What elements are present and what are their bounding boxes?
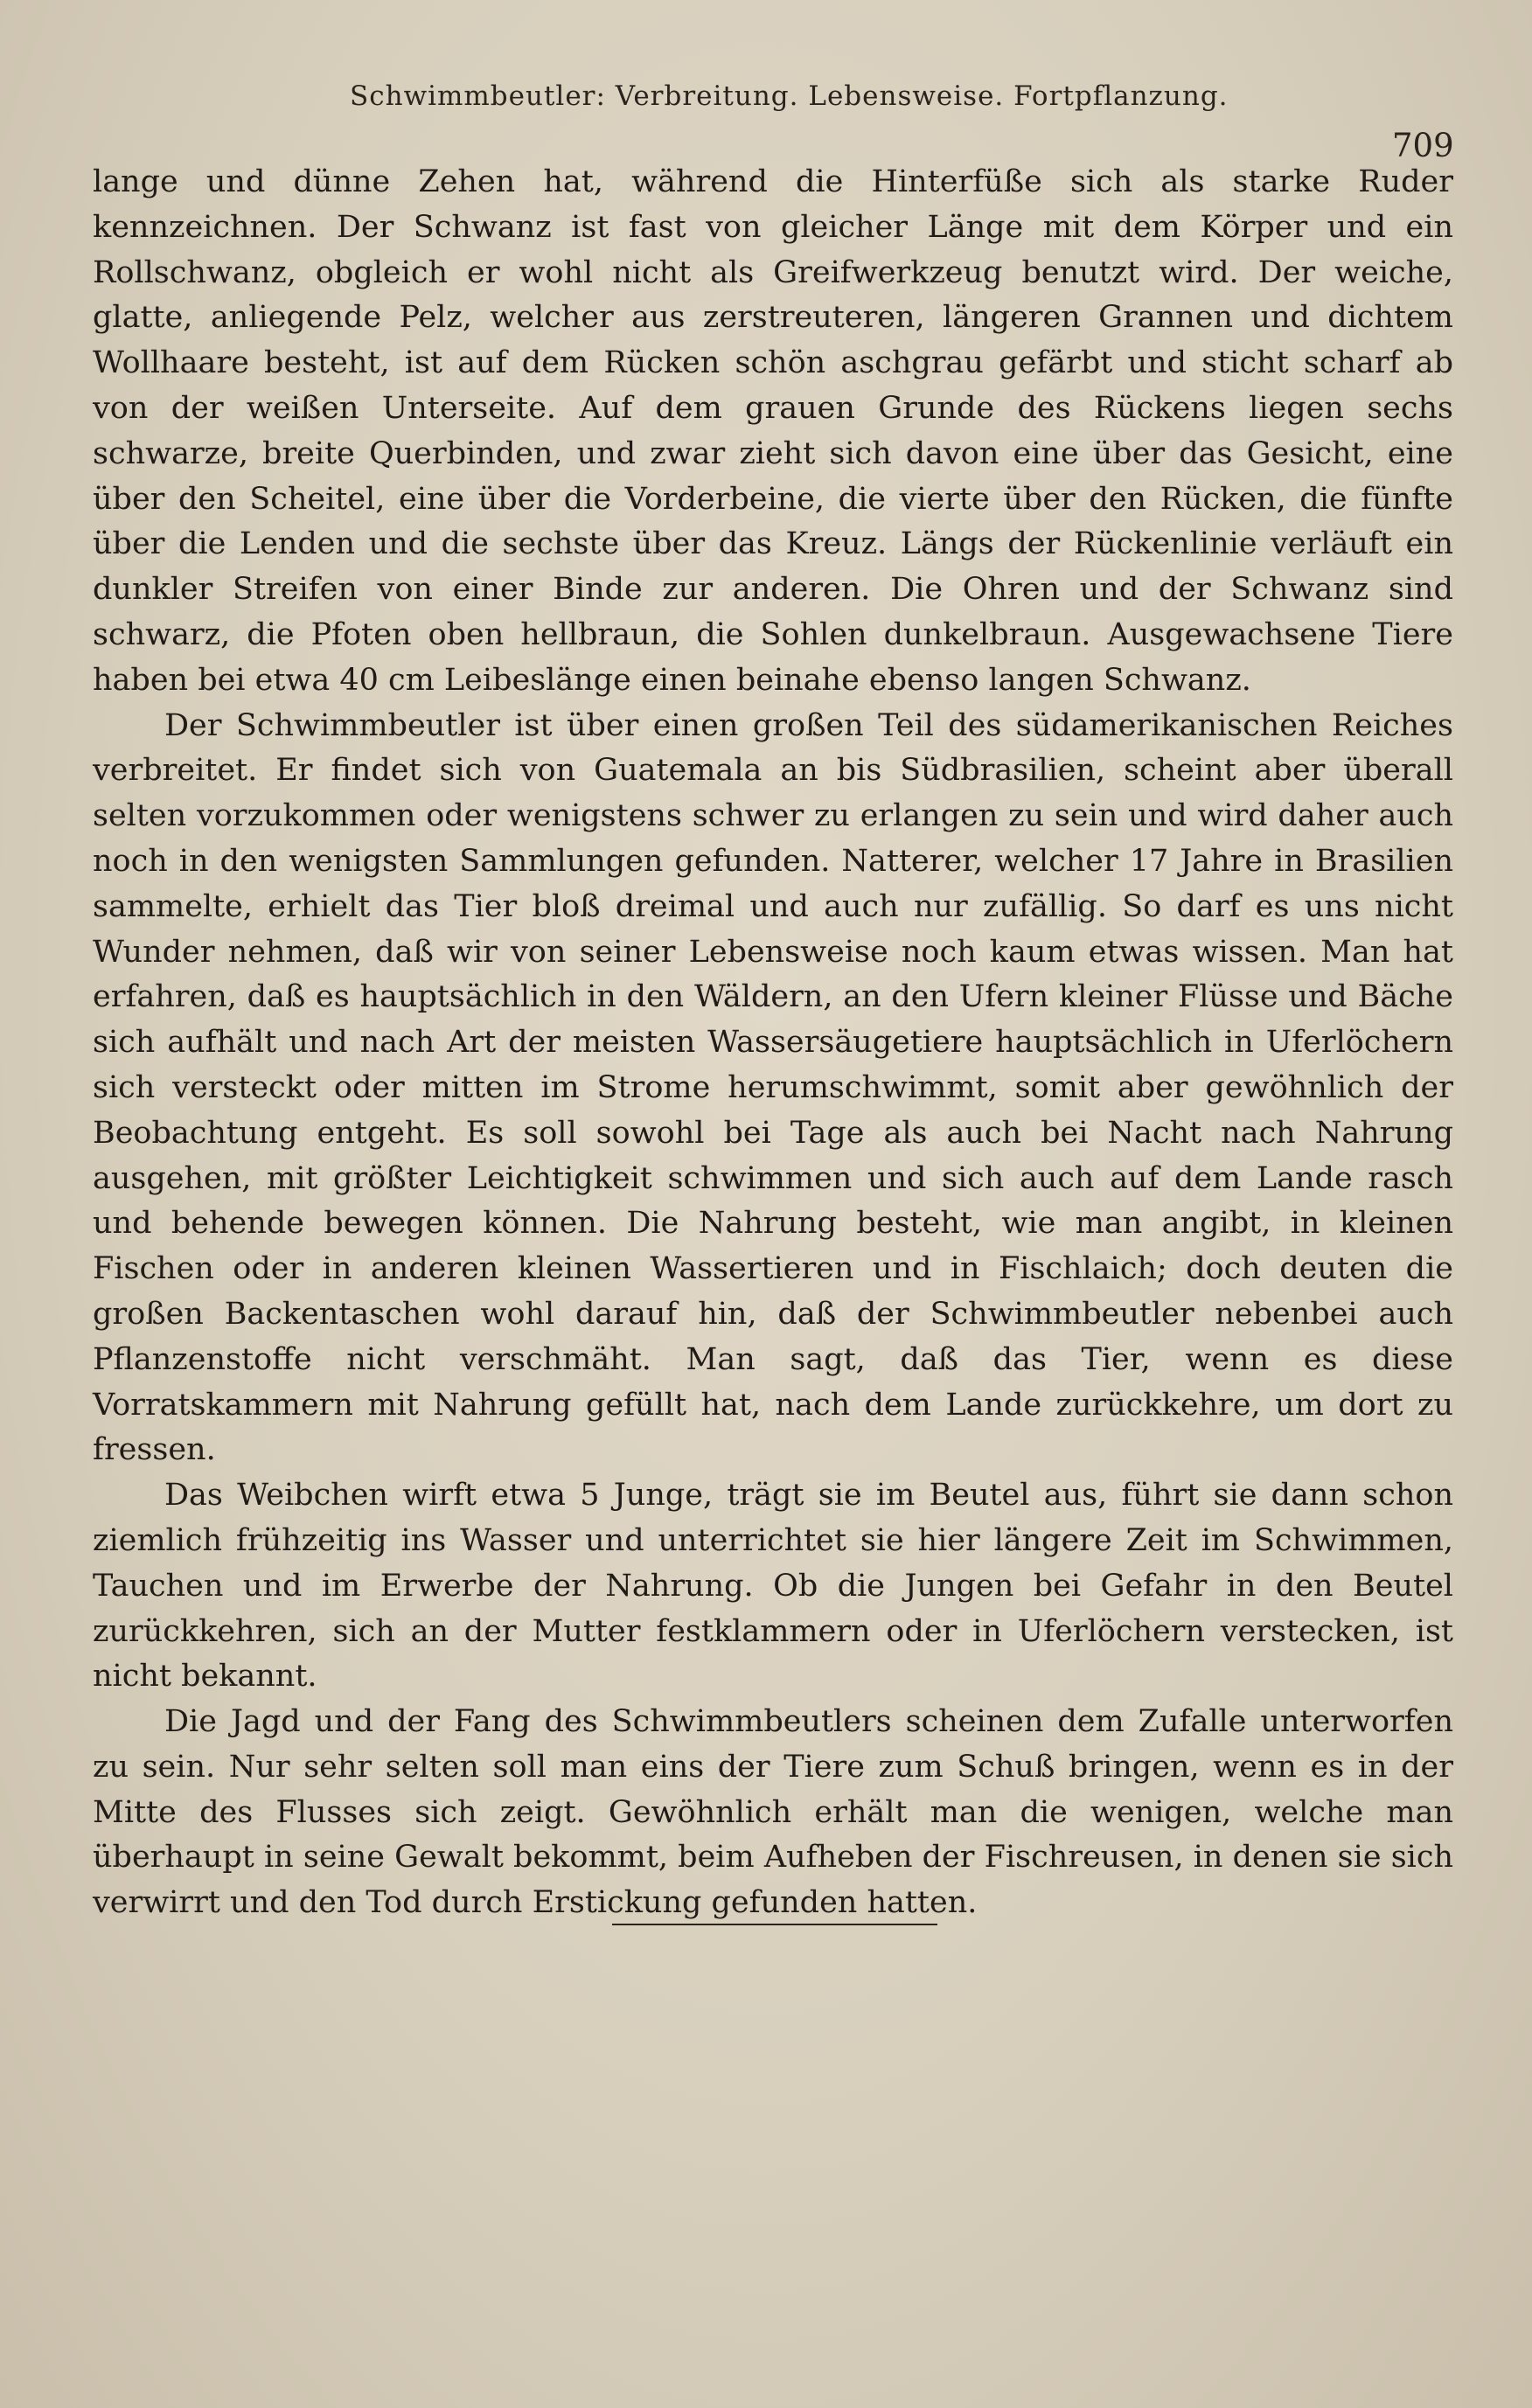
body-text xyxy=(93,160,1453,1926)
running-header: Schwimmbeutler: Verbreitung. Lebensweise. Fortpflanzung. xyxy=(350,80,1229,112)
paragraph-4: Die Jagd und der Fang des Schwimmbeutlers scheinen dem Zufalle unterworfen zu sein. Nur sehr selten soll man eins der Tiere zum Schuß bringen, wenn es in der Mitte des Flusses sich zeigt. Gewöhnlich erhält man die wenigen, welche man überhaupt in seine Gewalt bekommt, beim Aufheben der Fischreusen, in denen sie sich verwirrt und den Tod durch Erstickung gefunden hatten. xyxy=(93,1704,1453,1921)
paragraph-1: lange und dünne Zehen hat, während die Hinterfüße sich als starke Ruder kennzeichnen. Der Schwanz ist fast von gleicher Länge mit dem Körper und ein Rollschwanz, obgleich er wohl nicht als Greifwerkzeug benutzt wird. Der weiche, glatte, anliegende Pelz, welcher aus zerstreuteren, längeren Grannen und dichtem Wollhaare besteht, ist auf dem Rücken schön aschgrau gefärbt und sticht scharf ab von der weißen Unterseite. Auf dem grauen Grunde des Rückens liegen sechs schwarze, breite Querbinden, und zwar zieht sich davon eine über das Gesicht, eine über den Scheitel, eine über die Vorderbeine, die vierte über den Rücken, die fünfte über die Lenden und die sechste über das Kreuz. Längs der Rückenlinie verläuft ein dunkler Streifen von einer Binde zur anderen. Die Ohren und der Schwanz sind schwarz, die Pfoten oben hellbraun, die Sohlen dunkelbraun. Ausgewachsene Tiere haben bei etwa 40 cm Leibeslänge einen beinahe ebenso langen Schwanz. xyxy=(93,164,1453,698)
section-divider xyxy=(612,1924,937,1925)
paragraph-2: Der Schwimmbeutler ist über einen großen Teil des südamerikanischen Reiches verbreitet. Er findet sich von Guatemala an bis Südbrasilien, scheint aber überall selten vorzukommen oder wenigstens schwer zu erlangen zu sein und wird daher auch noch in den wenigsten Sammlungen gefunden. Natterer, welcher 17 Jahre in Brasilien sammelte, erhielt das Tier bloß dreimal und auch nur zufällig. So darf es uns nicht Wunder nehmen, daß wir von seiner Lebensweise noch kaum etwas wissen. Man hat erfahren, daß es hauptsächlich in den Wäldern, an den Ufern kleiner Flüsse und Bäche sich aufhält und nach Art der meisten Wassersäugetiere hauptsächlich in Uferlöchern sich versteckt oder mitten im Strome herumschwimmt, somit aber gewöhnlich der Beobachtung entgeht. Es soll sowohl bei Tage als auch bei Nacht nach Nahrung ausgehen, mit größter Leichtigkeit schwimmen und sich auch auf dem Lande rasch und behende bewegen können. Die Nahrung besteht, wie man angibt, in kleinen Fischen oder in anderen kleinen Wassertieren und in Fischlaich; doch deuten die großen Backentaschen wohl darauf hin, daß der Schwimmbeutler nebenbei auch Pflanzenstoffe nicht verschmäht. Man sagt, daß das Tier, wenn es diese Vorratskammern mit Nahrung gefüllt hat, nach dem Lande zurückkehre, um dort zu fressen. xyxy=(93,707,1453,1468)
paragraph-3: Das Weibchen wirft etwa 5 Junge, trägt sie im Beutel aus, führt sie dann schon ziemlich frühzeitig ins Wasser und unterrichtet sie hier längere Zeit im Schwimmen, Tauchen und im Erwerbe der Nahrung. Ob die Jungen bei Gefahr in den Beutel zurückkehren, sich an der Mutter festklammern oder in Uferlöchern verstecken, ist nicht bekannt. xyxy=(93,1478,1453,1695)
page-number: 709 xyxy=(1392,127,1454,164)
